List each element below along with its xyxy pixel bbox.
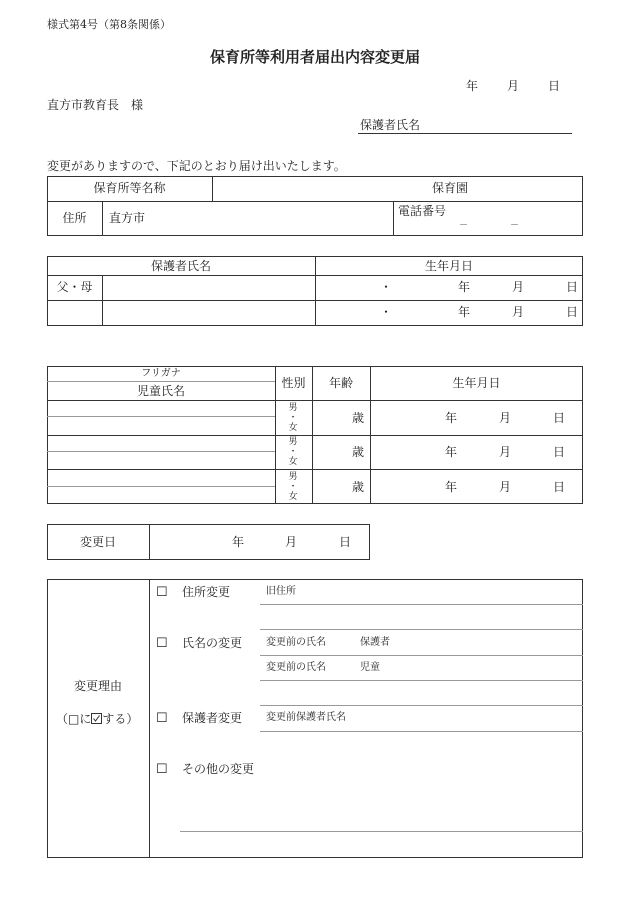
furigana-divider xyxy=(47,486,275,487)
phone-separator: － xyxy=(459,221,469,231)
divider xyxy=(47,469,583,470)
guardian-signature-line[interactable] xyxy=(358,133,572,134)
guardian-relation: 父・母 xyxy=(56,280,93,294)
sex-selector[interactable]: 男 ・ 女 xyxy=(288,403,298,433)
name-change-label: 氏名の変更 xyxy=(182,636,243,650)
guardian-name-header: 保護者氏名 xyxy=(150,259,211,273)
intro-text: 変更がありますので、下記のとおり届け出いたします。 xyxy=(47,159,346,173)
entry-line xyxy=(260,629,583,630)
birth-year-label: 年 xyxy=(445,411,458,425)
address-value[interactable]: 直方市 xyxy=(109,211,146,225)
addressee: 直方市教育長 様 xyxy=(47,98,144,112)
birth-dot: ・ xyxy=(380,280,393,294)
furigana-divider xyxy=(47,416,275,417)
sex-selector[interactable]: 男 ・ 女 xyxy=(288,472,298,502)
furigana-label: フリガナ xyxy=(141,368,181,379)
age-unit: 歳 xyxy=(352,445,365,459)
change-day-label: 日 xyxy=(339,535,352,549)
age-unit: 歳 xyxy=(352,411,365,425)
furigana-divider xyxy=(47,451,275,452)
before-name-label: 変更前の氏名 xyxy=(266,662,326,673)
age-unit: 歳 xyxy=(352,480,365,494)
reason-label: 変更理由 xyxy=(73,679,122,693)
divider xyxy=(102,201,103,236)
guardian-name-type: 保護者 xyxy=(360,637,390,648)
birth-month-label: 月 xyxy=(512,280,525,294)
divider xyxy=(47,400,583,401)
date-year-label: 年 xyxy=(466,79,479,93)
address-change-label: 住所変更 xyxy=(182,585,231,599)
sex-header: 性別 xyxy=(281,376,306,390)
facility-name-suffix: 保育園 xyxy=(432,181,469,195)
facility-name-label: 保育所等名称 xyxy=(93,181,166,195)
guardian-change-label: 保護者変更 xyxy=(182,711,243,725)
before-name-label: 変更前の氏名 xyxy=(266,637,326,648)
entry-line xyxy=(260,655,583,656)
child-birth-header: 生年月日 xyxy=(452,376,501,390)
change-date-label: 変更日 xyxy=(79,535,116,549)
entry-line xyxy=(260,680,583,681)
divider xyxy=(393,201,394,236)
reason-hint-prefix: （□に xyxy=(56,712,92,726)
page-title: 保育所等利用者届出内容変更届 xyxy=(209,48,420,66)
birth-year-label: 年 xyxy=(445,445,458,459)
divider xyxy=(212,176,213,201)
birth-day-label: 日 xyxy=(553,411,566,425)
entry-line xyxy=(260,731,583,732)
entry-line xyxy=(180,831,583,832)
other-change-label: その他の変更 xyxy=(182,762,255,776)
birth-dot: ・ xyxy=(380,305,393,319)
birth-day-label: 日 xyxy=(553,445,566,459)
form-number: 様式第4号（第8条関係） xyxy=(47,18,171,31)
check-mark-icon xyxy=(91,713,102,724)
reason-hint xyxy=(56,713,138,725)
date-day-label: 日 xyxy=(548,79,561,93)
birth-month-label: 月 xyxy=(499,445,512,459)
divider xyxy=(149,579,150,858)
phone-label: 電話番号 xyxy=(398,204,447,218)
divider xyxy=(149,524,150,560)
birth-day-label: 日 xyxy=(553,480,566,494)
sex-selector[interactable]: 男 ・ 女 xyxy=(288,437,298,467)
divider xyxy=(47,435,583,436)
before-guardian-label: 変更前保護者氏名 xyxy=(266,712,346,723)
date-month-label: 月 xyxy=(507,79,520,93)
entry-line xyxy=(260,604,583,605)
divider xyxy=(47,201,583,202)
old-address-label: 旧住所 xyxy=(266,586,296,597)
birth-day-label: 日 xyxy=(566,305,579,319)
divider xyxy=(102,275,103,326)
guardian-birth-header: 生年月日 xyxy=(424,259,473,273)
birth-year-label: 年 xyxy=(458,280,471,294)
address-change-checkbox[interactable]: ☐ xyxy=(156,585,168,600)
change-year-label: 年 xyxy=(232,535,245,549)
child-name-header: 児童氏名 xyxy=(136,384,185,398)
change-month-label: 月 xyxy=(285,535,298,549)
address-label: 住所 xyxy=(62,211,87,225)
birth-year-label: 年 xyxy=(445,480,458,494)
birth-month-label: 月 xyxy=(499,480,512,494)
birth-month-label: 月 xyxy=(499,411,512,425)
birth-month-label: 月 xyxy=(512,305,525,319)
entry-line xyxy=(260,705,583,706)
reason-hint-suffix: する） xyxy=(102,712,139,726)
birth-year-label: 年 xyxy=(458,305,471,319)
guardian-change-checkbox[interactable]: ☐ xyxy=(156,711,168,726)
birth-day-label: 日 xyxy=(566,280,579,294)
other-change-checkbox[interactable]: ☐ xyxy=(156,762,168,777)
age-header: 年齢 xyxy=(328,376,353,390)
child-name-type: 児童 xyxy=(360,662,380,673)
name-change-checkbox[interactable]: ☐ xyxy=(156,636,168,651)
furigana-divider xyxy=(47,381,275,382)
phone-separator: － xyxy=(510,221,520,231)
guardian-signature-label: 保護者氏名 xyxy=(360,118,421,132)
